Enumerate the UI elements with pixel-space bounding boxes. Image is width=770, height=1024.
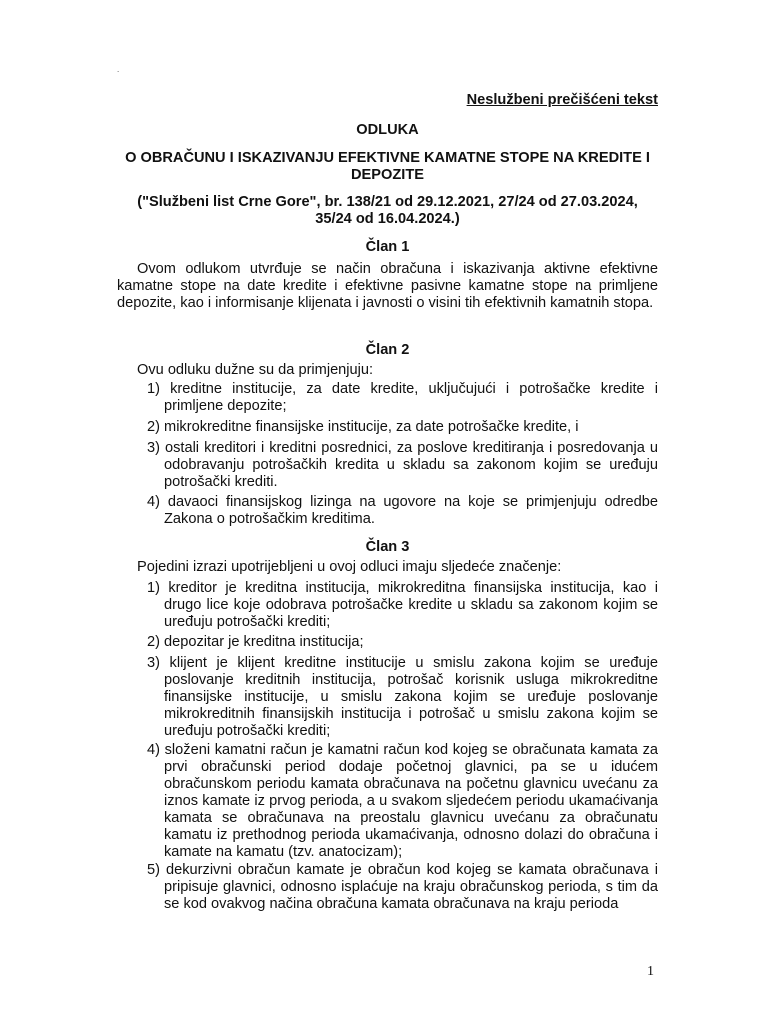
article-2-heading: Član 2: [365, 342, 410, 358]
article-2-item: 2) mikrokreditne finansijske institucije, za date potrošačke kredite, i: [147, 419, 579, 435]
document-page: [117, 0, 658, 1024]
article-3-item: 5) dekurzivni obračun kamate je obračun kod kojeg se kamata obračunava i pripisuje glavnici, odnosno isplaćuje na kraju obračunskog perioda, s tim da se kod ovakvog načina obračuna kamata obračunava na kraju perioda: [147, 862, 658, 912]
article-3-heading: Član 3: [365, 539, 410, 555]
article-2-intro: Ovu odluku dužne su da primjenjuju:: [137, 362, 374, 378]
official-gazette-reference: ("Službeni list Crne Gore", br. 138/21 od 29.12.2021, 27/24 od 27.03.2024, 35/24 od 16.04.2024.): [137, 194, 638, 227]
document-title: ODLUKA: [356, 122, 419, 138]
article-3-item: 3) klijent je klijent kreditne institucije u smislu zakona kojim se uređuje poslovanje kreditnih institucija, potrošač korisnik usluga mikrokreditne finansijske institucije, u smislu zakona kojim se uređuje poslovanje mikrokreditnih finansijskih institucija i potrošač u smislu zakona kojim se uređuju potrošački krediti;: [147, 655, 658, 739]
unofficial-text-note: Neslužbeni prečišćeni tekst: [466, 92, 658, 108]
document-subtitle: O OBRAČUNU I ISKAZIVANJU EFEKTIVNE KAMATNE STOPE NA KREDITE I DEPOZITE: [125, 150, 650, 183]
article-1-heading: Član 1: [365, 239, 410, 255]
article-2-item: 3) ostali kreditori i kreditni posrednici, za poslove kreditiranja i posredovanja u odobravanju potrošačkih kredita u skladu sa zakonom kojim se uređuju potrošački krediti.: [147, 440, 658, 490]
article-3-item: 2) depozitar je kreditna institucija;: [147, 634, 364, 650]
page-marker: .: [117, 65, 120, 74]
article-2-item: 4) davaoci finansijskog lizinga na ugovore na koje se primjenjuju odredbe Zakona o potrošačkim kreditima.: [147, 494, 658, 527]
article-3-intro: Pojedini izrazi upotrijebljeni u ovoj odluci imaju sljedeće značenje:: [137, 559, 562, 575]
article-1-text: Ovom odlukom utvrđuje se način obračuna i iskazivanja aktivne efektivne kamatne stope na date kredite i efektivne pasivne kamatne stope na primljene depozite, kao i informisanje klijenata i javnosti o visini tih efektivnih kamatnih stopa.: [117, 261, 658, 311]
article-3-item: 4) složeni kamatni račun je kamatni račun kod kojeg se obračunata kamata za prvi obračunski period dodaje početnoj glavnici, pa se u idućem obračunskom periodu kamata obračunava na početnu glavnicu uvećanu za iznos kamate iz prvog perioda, a u svakom sljedećem periodu ukamaćivanja kamata se obračunava na preostalu glavnicu uvećanu za obračunatu kamatu iz prethodnog perioda ukamaćivanja, odnosno dolazi do obračuna i kamate na kamatu (tzv. anatocizam);: [147, 742, 658, 860]
page-number: 1: [647, 964, 654, 979]
article-2-item: 1) kreditne institucije, za date kredite, uključujući i potrošačke kredite i primljene depozite;: [147, 381, 658, 414]
article-3-item: 1) kreditor je kreditna institucija, mikrokreditna finansijska institucija, kao i drugo lice koje odobrava potrošačke kredite u skladu sa zakonom kojim se uređuju potrošački krediti;: [147, 580, 658, 630]
